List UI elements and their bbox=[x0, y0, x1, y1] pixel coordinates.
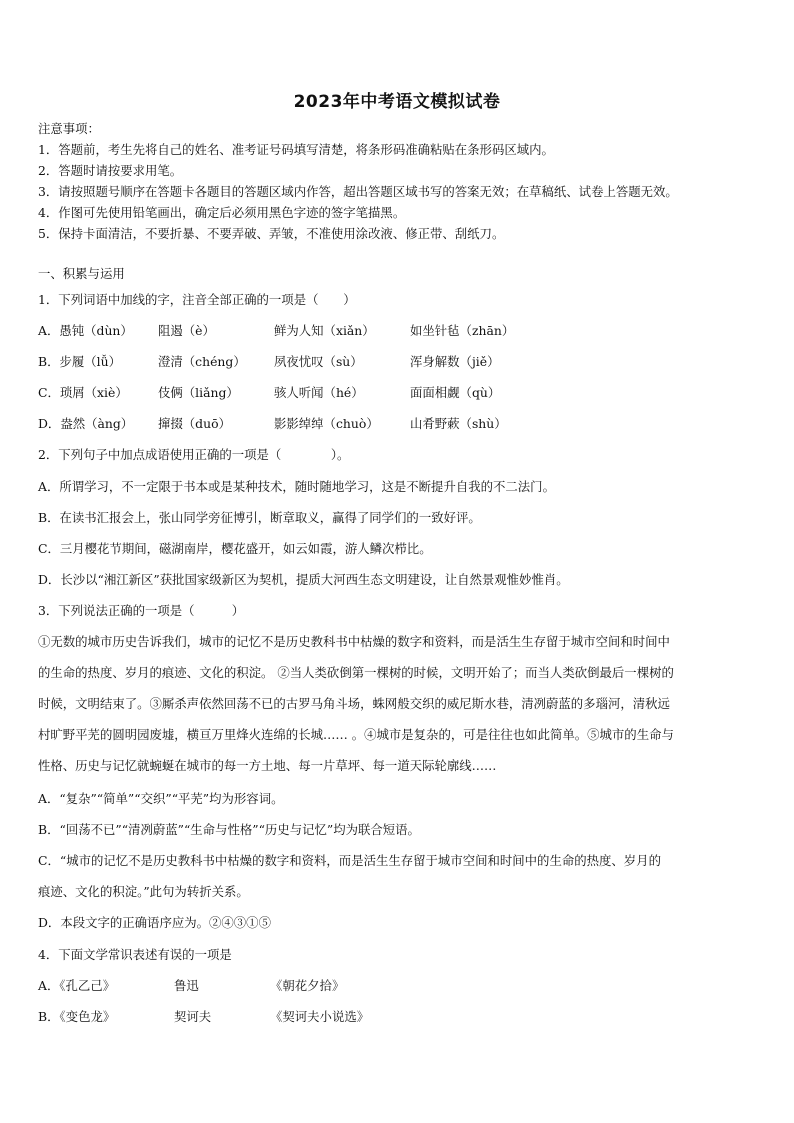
question-1-option-c bbox=[38, 385, 550, 401]
question-3-option-c-continued: 痕迹、文化的积淀。”此句为转折关系。 bbox=[38, 884, 249, 899]
notice-heading: 注意事项： bbox=[38, 121, 100, 136]
option-a-word-2: 阻遏（è） bbox=[158, 323, 215, 338]
option-a-word-4: 如坐针毡（zhān） bbox=[410, 323, 515, 338]
option-c-word-3: 骇人听闻（hé） bbox=[274, 385, 364, 400]
question-2-stem: 2．下列句子中加点成语使用正确的一项是（ ）。 bbox=[38, 447, 350, 462]
option-a-word-1: A．愚钝（dùn） bbox=[38, 323, 133, 338]
page-title: 2023年中考语文模拟试卷 bbox=[293, 92, 501, 112]
work-title: B．《变色龙》 bbox=[38, 1009, 116, 1024]
section-heading: 一、积累与运用 bbox=[38, 266, 125, 281]
question-2-option-c: C．三月樱花节期间，磁湖南岸，樱花盛开，如云如霞，游人鳞次栉比。 bbox=[38, 541, 432, 556]
question-4-option-a bbox=[38, 978, 344, 994]
notice-item: 2．答题时请按要求用笔。 bbox=[38, 163, 183, 178]
question-3-passage-line: 的生命的热度、岁月的痕迹、文化的积淀。 ②当人类砍倒第一棵树的时候，文明开始了；而当人类砍倒最后一棵树的 bbox=[38, 665, 674, 680]
question-3-stem: 3．下列说法正确的一项是（ ） bbox=[38, 603, 245, 618]
question-2-option-d: D．长沙以“湘江新区”获批国家级新区为契机，提质大河西生态文明建设，让自然景观惟妙惟肖。 bbox=[38, 572, 569, 587]
work-author: 契诃夫 bbox=[174, 1009, 212, 1024]
option-b-word-1: B．步履（lǚ） bbox=[38, 354, 122, 369]
question-1-option-d bbox=[38, 416, 550, 432]
question-3-option-c: C．“城市的记忆不是历史教科书中枯燥的数字和资料，而是活生生存留于城市空间和时间中的生命的热度、岁月的 bbox=[38, 853, 661, 868]
question-3-option-a: A．“复杂”“简单”“交织”“平芜”均为形容词。 bbox=[38, 791, 284, 806]
option-c-word-1: C．琐屑（xiè） bbox=[38, 385, 128, 400]
question-3-passage-line: 村旷野平芜的圆明园废墟，横亘万里烽火连绵的长城…… 。④城市是复杂的，可是往往也如此简单。⑤城市的生命与 bbox=[38, 727, 674, 742]
question-2-option-a: A．所谓学习，不一定限于书本或是某种技术，随时随地学习，这是不断提升自我的不二法门。 bbox=[38, 479, 555, 494]
question-3-passage-line: 时候，文明结束了。③厮杀声依然回荡不已的古罗马角斗场，蛛网般交织的威尼斯水巷，清冽蔚蓝的多瑙河，清秋远 bbox=[38, 696, 670, 711]
question-4-stem: 4．下面文学常识表述有误的一项是 bbox=[38, 947, 232, 962]
question-4-option-b bbox=[38, 1009, 369, 1025]
question-3-option-d: D．本段文字的正确语序应为。②④③①⑤ bbox=[38, 915, 271, 930]
notice-item: 4．作图可先使用铅笔画出，确定后必须用黑色字迹的签字笔描黑。 bbox=[38, 205, 406, 220]
work-collection: 《契诃夫小说选》 bbox=[270, 1009, 370, 1024]
question-1-option-b bbox=[38, 354, 550, 370]
work-title: A．《孔乙己》 bbox=[38, 978, 116, 993]
question-1-option-a bbox=[38, 323, 550, 339]
option-d-word-2: 撺掇（duō） bbox=[158, 416, 231, 431]
option-d-word-4: 山肴野蔌（shù） bbox=[410, 416, 507, 431]
option-c-word-2: 伎俩（liǎng） bbox=[158, 385, 239, 400]
question-1-stem: 1．下列词语中加线的字，注音全部正确的一项是（ ） bbox=[38, 292, 356, 307]
option-b-word-4: 浑身解数（jiě） bbox=[410, 354, 500, 369]
option-d-word-3: 影影绰绰（chuò） bbox=[274, 416, 379, 431]
notice-item: 5．保持卡面清洁，不要折暴、不要弄破、弄皱，不准使用涂改液、修正带、刮纸刀。 bbox=[38, 226, 505, 241]
work-author: 鲁迅 bbox=[174, 978, 199, 993]
notice-item: 1．答题前，考生先将自己的姓名、准考证号码填写清楚，将条形码准确粘贴在条形码区域内。 bbox=[38, 142, 554, 157]
question-3-passage-line: 性格、历史与记忆就蜿蜒在城市的每一方土地、每一片草坪、每一道天际轮廓线…… bbox=[38, 758, 497, 773]
option-c-word-4: 面面相觑（qù） bbox=[410, 385, 501, 400]
question-2-option-b: B．在读书汇报会上，张山同学旁征博引，断章取义，赢得了同学们的一致好评。 bbox=[38, 510, 481, 525]
option-b-word-3: 夙夜忧叹（sù） bbox=[274, 354, 363, 369]
notice-item: 3．请按照题号顺序在答题卡各题目的答题区域内作答，超出答题区域书写的答案无效；在草稿纸、试卷上答题无效。 bbox=[38, 184, 678, 199]
option-a-word-3: 鲜为人知（xiǎn） bbox=[274, 323, 375, 338]
option-d-word-1: D．盎然（àng） bbox=[38, 416, 134, 431]
work-collection: 《朝花夕拾》 bbox=[270, 978, 345, 993]
question-3-passage-line: ①无数的城市历史告诉我们，城市的记忆不是历史教科书中枯燥的数字和资料，而是活生生存留于城市空间和时间中 bbox=[38, 634, 670, 649]
question-3-option-b: B．“回荡不已”“清冽蔚蓝”“生命与性格”“历史与记忆”均为联合短语。 bbox=[38, 822, 420, 837]
option-b-word-2: 澄清（chéng） bbox=[158, 354, 246, 369]
